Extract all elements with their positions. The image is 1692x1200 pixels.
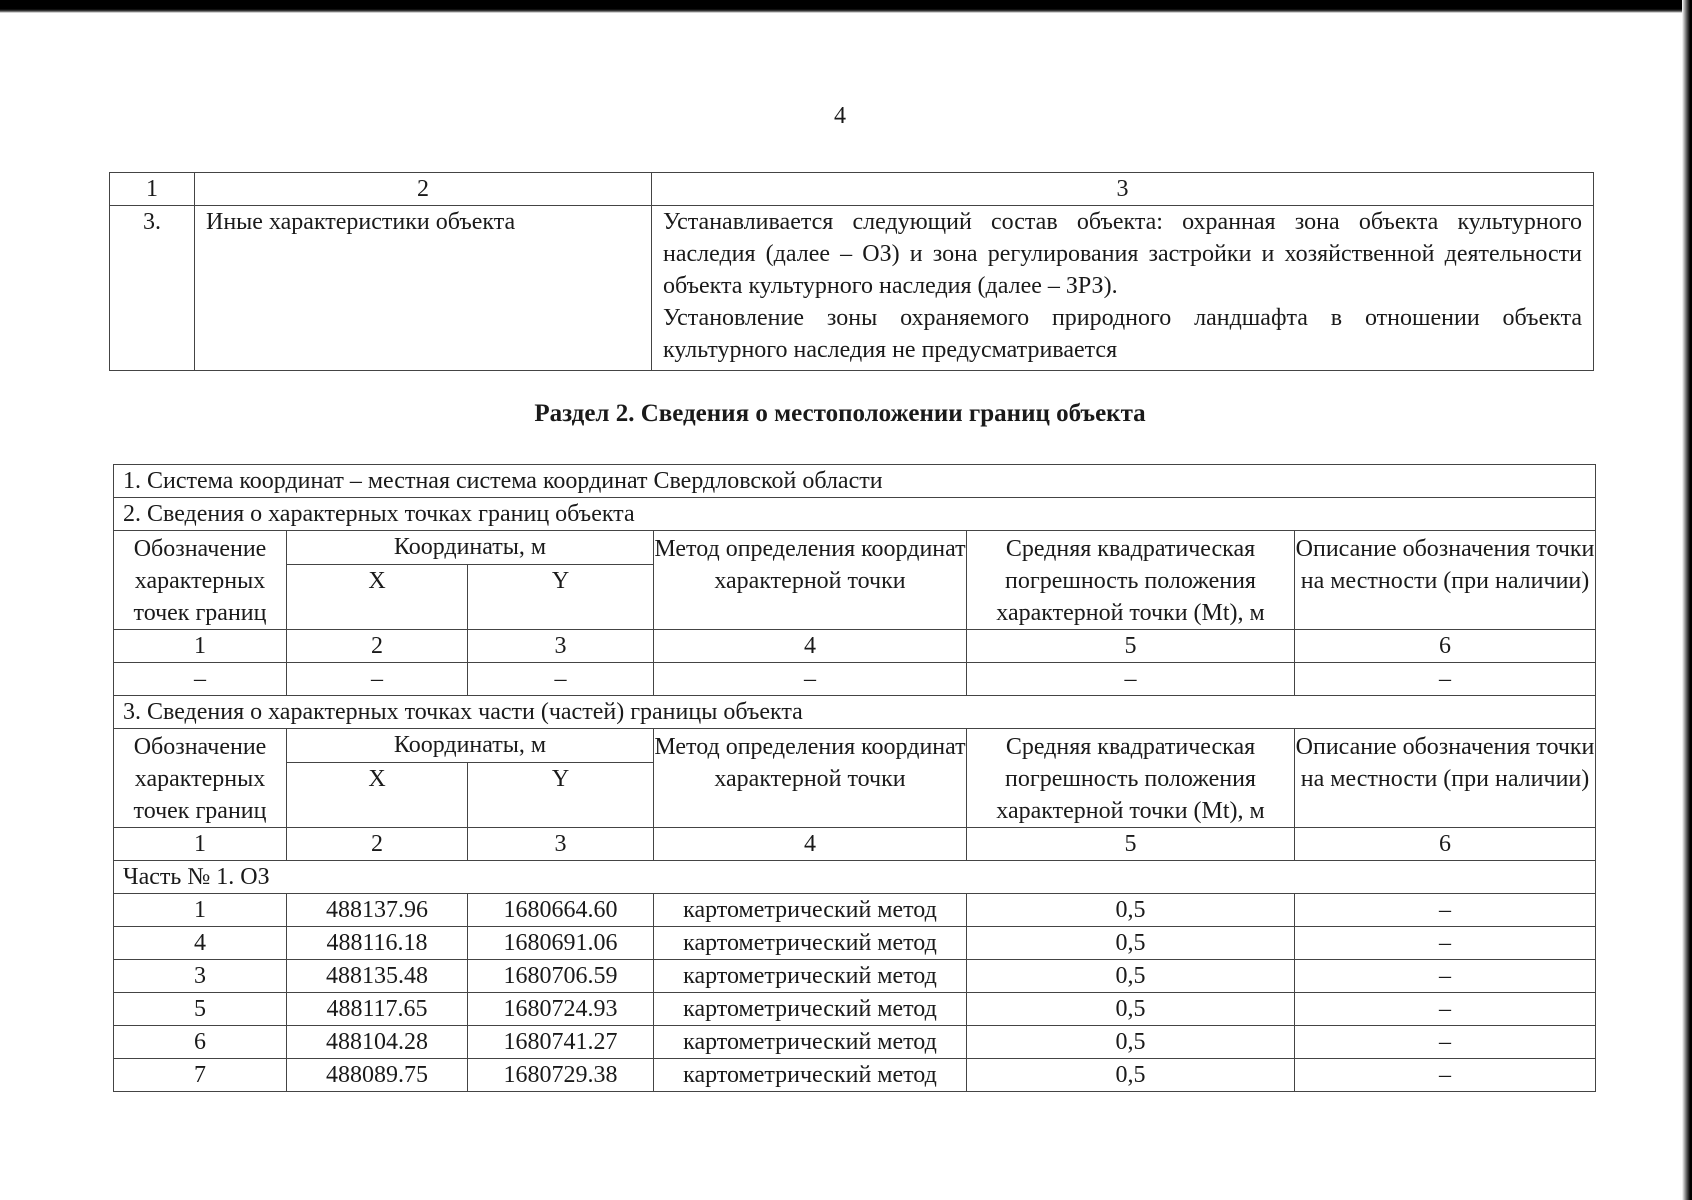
table-row (114, 1059, 1596, 1092)
header-coords: Координаты, м (287, 729, 654, 763)
method: картометрический метод (654, 927, 967, 960)
dash-cell: – (967, 663, 1295, 696)
coord-y: 1680691.06 (468, 927, 654, 960)
row-description (652, 206, 1594, 371)
table-row (114, 498, 1596, 531)
dash-cell: – (114, 663, 287, 696)
method: картометрический метод (654, 960, 967, 993)
coord-x: 488104.28 (287, 1026, 468, 1059)
table-row (114, 960, 1596, 993)
row-name: Иные характеристики объекта (195, 206, 652, 371)
point-id: 5 (114, 993, 287, 1026)
column-number: 1 (110, 173, 195, 206)
boundary-points-table (113, 464, 1596, 1092)
header-x: X (287, 565, 468, 630)
dash-cell: – (287, 663, 468, 696)
header-description: Описание обозначения точки на местности (при наличии) (1295, 729, 1596, 828)
header-method: Метод определения координат характерной точки (654, 729, 967, 828)
header-description: Описание обозначения точки на местности (при наличии) (1295, 531, 1596, 630)
error: 0,5 (967, 993, 1295, 1026)
part-row (114, 861, 1596, 894)
point-id: 7 (114, 1059, 287, 1092)
column-number: 3 (652, 173, 1594, 206)
coord-x: 488137.96 (287, 894, 468, 927)
part-points-section-title: 3. Сведения о характерных точках части (частей) границы объекта (114, 696, 1596, 729)
dash-cell: – (1295, 663, 1596, 696)
point-description: – (1295, 894, 1596, 927)
coord-x: 488135.48 (287, 960, 468, 993)
table-header-row (114, 729, 1596, 763)
object-characteristics-table (109, 172, 1594, 371)
coord-x: 488089.75 (287, 1059, 468, 1092)
column-number: 4 (654, 630, 967, 663)
dash-cell: – (654, 663, 967, 696)
point-description: – (1295, 927, 1596, 960)
coord-x: 488117.65 (287, 993, 468, 1026)
point-id: 4 (114, 927, 287, 960)
error: 0,5 (967, 1059, 1295, 1092)
table-row (114, 465, 1596, 498)
header-error: Средняя квадратическая погрешность положения характерной точки (Mt), м (967, 729, 1295, 828)
table-row (114, 894, 1596, 927)
method: картометрический метод (654, 1026, 967, 1059)
point-description: – (1295, 993, 1596, 1026)
column-number: 2 (195, 173, 652, 206)
point-id: 1 (114, 894, 287, 927)
column-number: 4 (654, 828, 967, 861)
coord-y: 1680706.59 (468, 960, 654, 993)
header-error: Средняя квадратическая погрешность положения характерной точки (Mt), м (967, 531, 1295, 630)
coord-x: 488116.18 (287, 927, 468, 960)
table-row (114, 1026, 1596, 1059)
points-section-title: 2. Сведения о характерных точках границ объекта (114, 498, 1596, 531)
column-numbers-row (114, 630, 1596, 663)
coordinate-system: 1. Система координат – местная система координат Свердловской области (114, 465, 1596, 498)
point-description: – (1295, 1059, 1596, 1092)
part-label: Часть № 1. ОЗ (114, 861, 1596, 894)
column-number: 6 (1295, 630, 1596, 663)
column-number: 2 (287, 828, 468, 861)
column-number: 1 (114, 630, 287, 663)
coord-y: 1680729.38 (468, 1059, 654, 1092)
error: 0,5 (967, 1026, 1295, 1059)
column-number: 2 (287, 630, 468, 663)
scan-border-top (0, 0, 1692, 13)
column-number: 6 (1295, 828, 1596, 861)
table-header-row (114, 531, 1596, 565)
section-title: Раздел 2. Сведения о местоположении границ объекта (534, 400, 1146, 427)
table-header-row (110, 173, 1594, 206)
point-id: 3 (114, 960, 287, 993)
table-row (114, 696, 1596, 729)
scan-border-right (1682, 0, 1692, 1200)
column-number: 3 (468, 828, 654, 861)
row-number: 3. (110, 206, 195, 371)
coord-y: 1680664.60 (468, 894, 654, 927)
header-method: Метод определения координат характерной точки (654, 531, 967, 630)
empty-row (114, 663, 1596, 696)
point-description: – (1295, 960, 1596, 993)
column-number: 3 (468, 630, 654, 663)
header-designation: Обозначение характерных точек границ (114, 729, 287, 828)
description-paragraph: Устанавливается следующий состав объекта: охранная зона объекта культурного наследия (далее – ОЗ) и зона регулирования застройки и хозяйственной деятельности объекта культурного наследия (далее – ЗРЗ). (663, 209, 1582, 299)
coord-y: 1680724.93 (468, 993, 654, 1026)
method: картометрический метод (654, 993, 967, 1026)
header-y: Y (468, 565, 654, 630)
header-x: X (287, 763, 468, 828)
error: 0,5 (967, 960, 1295, 993)
description-paragraph: Установление зоны охраняемого природного ландшафта в отношении объекта культурного наследия не предусматривается (663, 305, 1582, 363)
coord-y: 1680741.27 (468, 1026, 654, 1059)
table-row (110, 206, 1594, 371)
method: картометрический метод (654, 1059, 967, 1092)
table-row (114, 993, 1596, 1026)
header-y: Y (468, 763, 654, 828)
dash-cell: – (468, 663, 654, 696)
column-number: 5 (967, 828, 1295, 861)
point-description: – (1295, 1026, 1596, 1059)
point-id: 6 (114, 1026, 287, 1059)
header-coords: Координаты, м (287, 531, 654, 565)
column-number: 5 (967, 630, 1295, 663)
table-row (114, 927, 1596, 960)
method: картометрический метод (654, 894, 967, 927)
error: 0,5 (967, 927, 1295, 960)
header-designation: Обозначение характерных точек границ (114, 531, 287, 630)
column-numbers-row (114, 828, 1596, 861)
error: 0,5 (967, 894, 1295, 927)
page-number: 4 (834, 103, 846, 129)
column-number: 1 (114, 828, 287, 861)
